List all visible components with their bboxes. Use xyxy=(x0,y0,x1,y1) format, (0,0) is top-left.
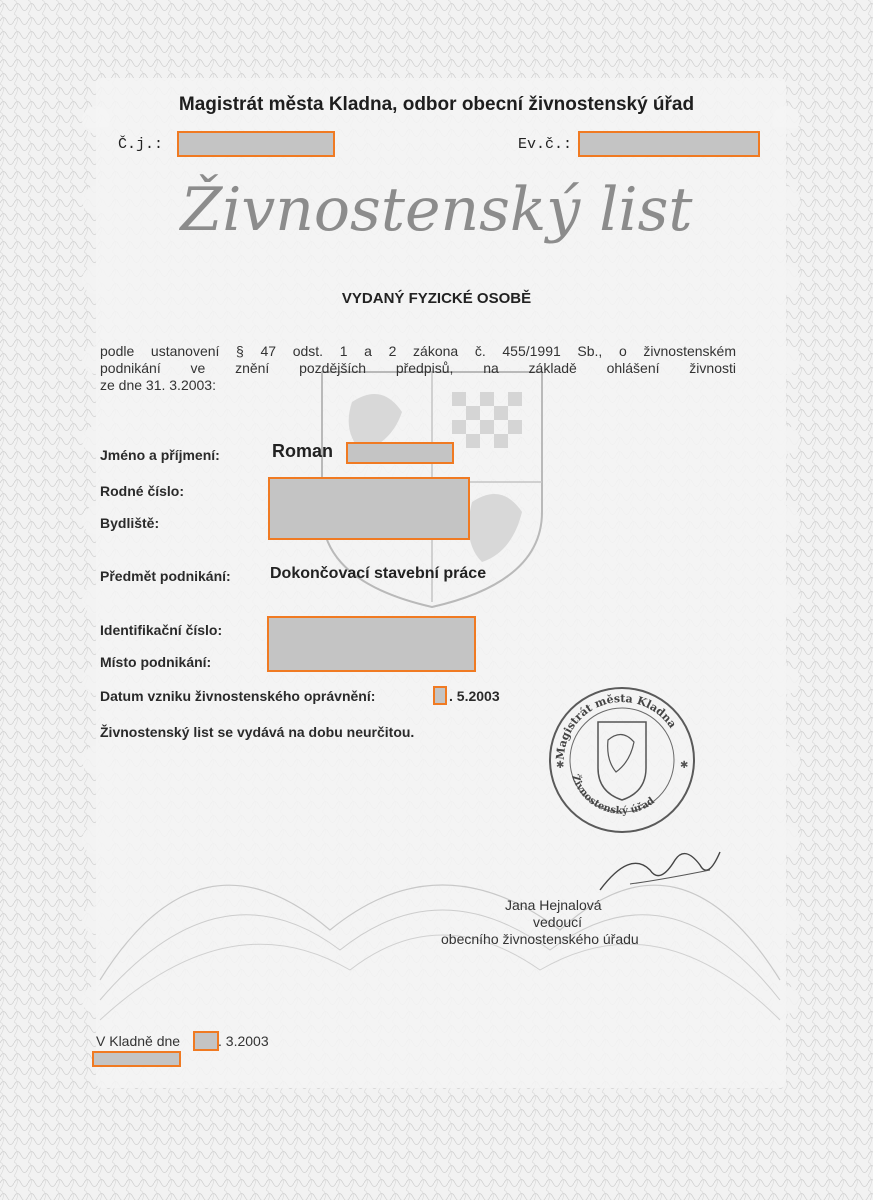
reference-number-redaction xyxy=(177,131,335,157)
name-label: Jméno a příjmení: xyxy=(100,447,220,463)
registration-number-redaction xyxy=(578,131,760,157)
issue-place-label: V Kladně dne xyxy=(96,1033,181,1049)
issue-extra-redaction xyxy=(92,1051,181,1067)
birth-and-address-redaction xyxy=(268,477,470,540)
issue-date-suffix: . 3.2003 xyxy=(218,1033,269,1049)
business-subject-value: Dokončovací stavební práce xyxy=(270,565,487,582)
issue-day-redaction xyxy=(193,1031,219,1051)
identification-number-label: Identifikační číslo: xyxy=(100,622,223,638)
svg-text:✱: ✱ xyxy=(556,760,565,771)
license-date-label: Datum vzniku živnostenského oprávnění: xyxy=(100,688,376,704)
signatory-name: Jana Hejnalová xyxy=(505,897,602,913)
birth-number-label: Rodné číslo: xyxy=(100,483,185,499)
license-date-value: . 5.2003 xyxy=(449,688,500,704)
license-day-redaction xyxy=(433,686,447,705)
svg-text:✱: ✱ xyxy=(680,760,689,771)
intro-line-3: ze dne 31. 3.2003: xyxy=(100,377,216,393)
issuing-authority: Magistrát města Kladna, odbor obecní živnostenský úřad xyxy=(178,94,695,115)
validity-statement: Živnostenský list se vydává na dobu neurčitou. xyxy=(100,724,415,740)
handwritten-signature xyxy=(590,840,730,900)
document-title: Živnostenský list xyxy=(180,175,693,245)
business-place-label: Místo podnikání: xyxy=(100,654,212,670)
svg-text:Magistrát města Kladna xyxy=(554,692,679,760)
signatory-office: obecního živnostenského úřadu xyxy=(441,931,639,947)
address-label: Bydliště: xyxy=(100,515,160,531)
stamp-top-text: Magistrát města Kladna xyxy=(553,691,680,761)
reference-number-label: Č.j.: xyxy=(118,136,164,153)
intro-line-1: podle ustanovení § 47 odst. 1 a 2 zákona č. 455/1991 Sb., o živnostenském xyxy=(100,343,736,359)
signatory-role: vedoucí xyxy=(533,914,583,930)
registration-number-label: Ev.č.: xyxy=(518,136,573,153)
intro-line-2: podnikání ve znění pozdějších předpisů, na základě ohlášení živnosti xyxy=(100,360,736,376)
id-and-place-redaction xyxy=(267,616,476,672)
document-subtitle: VYDANÝ FYZICKÉ OSOBĚ xyxy=(341,290,532,307)
business-subject-label: Předmět podnikání: xyxy=(100,568,231,584)
name-value: Roman xyxy=(272,441,334,461)
stamp-bottom-text: Živnostenský úřad xyxy=(569,773,657,817)
official-stamp xyxy=(542,680,702,840)
surname-redaction xyxy=(346,442,454,464)
